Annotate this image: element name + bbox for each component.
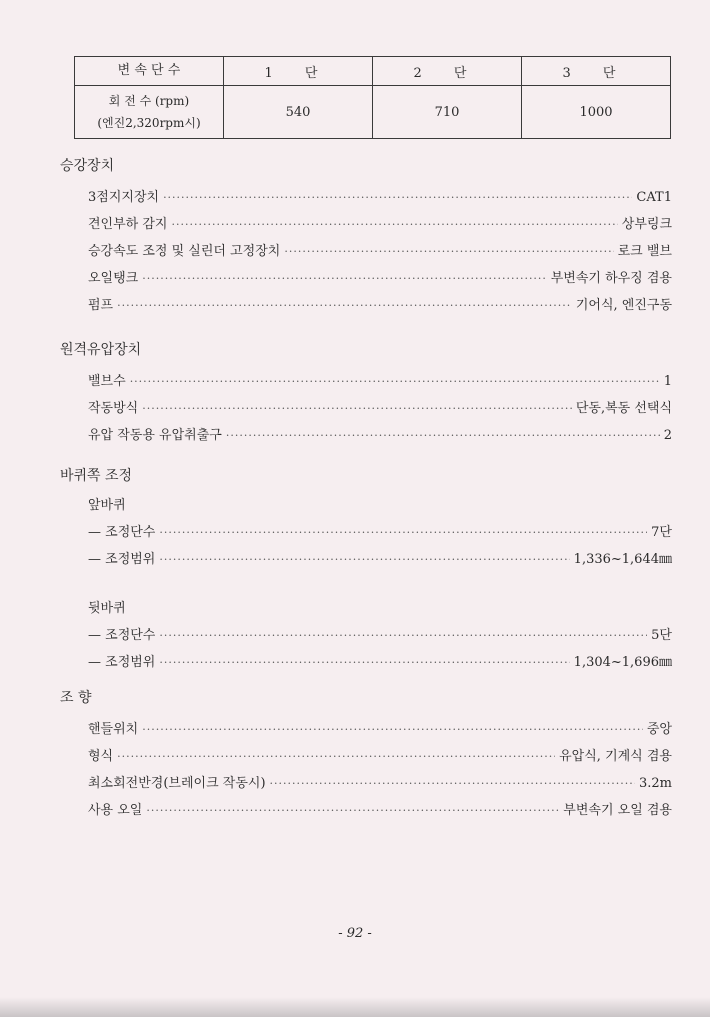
leader-dots bbox=[159, 546, 569, 573]
spec-row bbox=[88, 292, 672, 319]
table-row-label bbox=[75, 86, 224, 139]
table-header-cell: 1 단 bbox=[224, 57, 373, 86]
front-wheel-title: 앞바퀴 bbox=[88, 498, 126, 513]
spec-value: 유압식, 기계식 겸용 bbox=[559, 749, 672, 764]
table-header-cell: 변 속 단 수 bbox=[75, 57, 224, 86]
spec-value: CAT1 bbox=[636, 190, 672, 205]
spec-row bbox=[88, 184, 672, 211]
leader-dots bbox=[159, 519, 647, 546]
table-cell: 710 bbox=[373, 86, 522, 139]
table-cell: 1000 bbox=[522, 86, 671, 139]
spec-row bbox=[88, 265, 672, 292]
leader-dots bbox=[159, 649, 569, 676]
spec-value: 3.2m bbox=[638, 776, 672, 791]
leader-dots bbox=[159, 622, 647, 649]
spec-value: 5단 bbox=[651, 628, 672, 643]
spec-label: — 조정범위 bbox=[88, 552, 156, 567]
table-header-row bbox=[75, 57, 671, 86]
table-header-cell: 3 단 bbox=[522, 57, 671, 86]
section-lift bbox=[60, 156, 680, 319]
spec-value: 상부링크 bbox=[621, 217, 672, 232]
spec-label: 핸들위치 bbox=[88, 722, 139, 737]
spec-value: 7단 bbox=[651, 525, 672, 540]
page-number: - 92 - bbox=[338, 926, 372, 941]
spec-label: 견인부하 감지 bbox=[88, 217, 168, 232]
leader-dots bbox=[117, 743, 555, 770]
spec-value: 1,336~1,644㎜ bbox=[573, 552, 672, 567]
spec-label: 오일탱크 bbox=[88, 271, 139, 286]
spec-row bbox=[88, 368, 672, 395]
leader-dots bbox=[130, 368, 660, 395]
rear-wheel-title: 뒷바퀴 bbox=[88, 601, 126, 616]
spec-label: — 조정단수 bbox=[88, 525, 156, 540]
leader-dots bbox=[226, 422, 660, 449]
spec-row bbox=[88, 649, 672, 676]
section-title: 승강장치 bbox=[60, 158, 115, 174]
spec-row bbox=[88, 211, 672, 238]
spec-row bbox=[88, 238, 672, 265]
table-cell: 540 bbox=[224, 86, 373, 139]
gear-speed-table bbox=[74, 56, 671, 139]
spec-row bbox=[88, 770, 672, 797]
table-header-cell: 2 단 bbox=[373, 57, 522, 86]
spec-label: 펌프 bbox=[88, 298, 114, 313]
leader-dots bbox=[142, 265, 546, 292]
spec-label: 밸브수 bbox=[88, 374, 126, 389]
scan-edge bbox=[0, 997, 710, 1017]
spec-row bbox=[88, 546, 672, 573]
spec-value: 1 bbox=[663, 374, 672, 389]
section-title: 원격유압장치 bbox=[60, 342, 142, 358]
spec-label: 형식 bbox=[88, 749, 114, 764]
spec-row bbox=[88, 797, 672, 824]
leader-dots bbox=[117, 292, 572, 319]
spec-value: 부변속기 하우징 겸용 bbox=[550, 271, 672, 286]
spec-label: 작동방식 bbox=[88, 401, 139, 416]
leader-dots bbox=[171, 211, 617, 238]
leader-dots bbox=[142, 395, 572, 422]
spec-label: 최소회전반경(브레이크 작동시) bbox=[88, 776, 266, 791]
section-steering bbox=[60, 688, 680, 824]
leader-dots bbox=[270, 770, 635, 797]
spec-row bbox=[88, 519, 672, 546]
spec-row bbox=[88, 716, 672, 743]
spec-label: 3점지지장치 bbox=[88, 190, 160, 205]
spec-label: 유압 작동용 유압취출구 bbox=[88, 428, 222, 443]
row-label-line2: (엔진2,320rpm시) bbox=[97, 116, 201, 130]
leader-dots bbox=[142, 716, 643, 743]
section-title: 조 향 bbox=[60, 690, 92, 706]
table-row bbox=[75, 86, 671, 139]
section-title: 바퀴쪽 조정 bbox=[60, 468, 133, 484]
spec-value: 로크 밸브 bbox=[617, 244, 672, 259]
spec-value: 2 bbox=[663, 428, 672, 443]
spec-row bbox=[88, 422, 672, 449]
spec-row bbox=[88, 743, 672, 770]
spec-value: 중앙 bbox=[646, 722, 672, 737]
spec-value: 단동,복동 선택식 bbox=[575, 401, 672, 416]
spec-label: — 조정범위 bbox=[88, 655, 156, 670]
section-wheel-track bbox=[60, 466, 680, 676]
spec-value: 1,304~1,696㎜ bbox=[573, 655, 672, 670]
spec-label: 승강속도 조정 및 실린더 고정장치 bbox=[88, 244, 281, 259]
spec-value: 기어식, 엔진구동 bbox=[575, 298, 672, 313]
leader-dots bbox=[146, 797, 559, 824]
leader-dots bbox=[284, 238, 613, 265]
spec-row bbox=[88, 622, 672, 649]
spec-row bbox=[88, 395, 672, 422]
section-remote-hydraulics bbox=[60, 340, 680, 449]
row-label-line1: 회 전 수 (rpm) bbox=[108, 94, 190, 108]
spec-value: 부변속기 오일 겸용 bbox=[563, 803, 672, 818]
spec-label: — 조정단수 bbox=[88, 628, 156, 643]
spec-label: 사용 오일 bbox=[88, 803, 143, 818]
leader-dots bbox=[163, 184, 632, 211]
